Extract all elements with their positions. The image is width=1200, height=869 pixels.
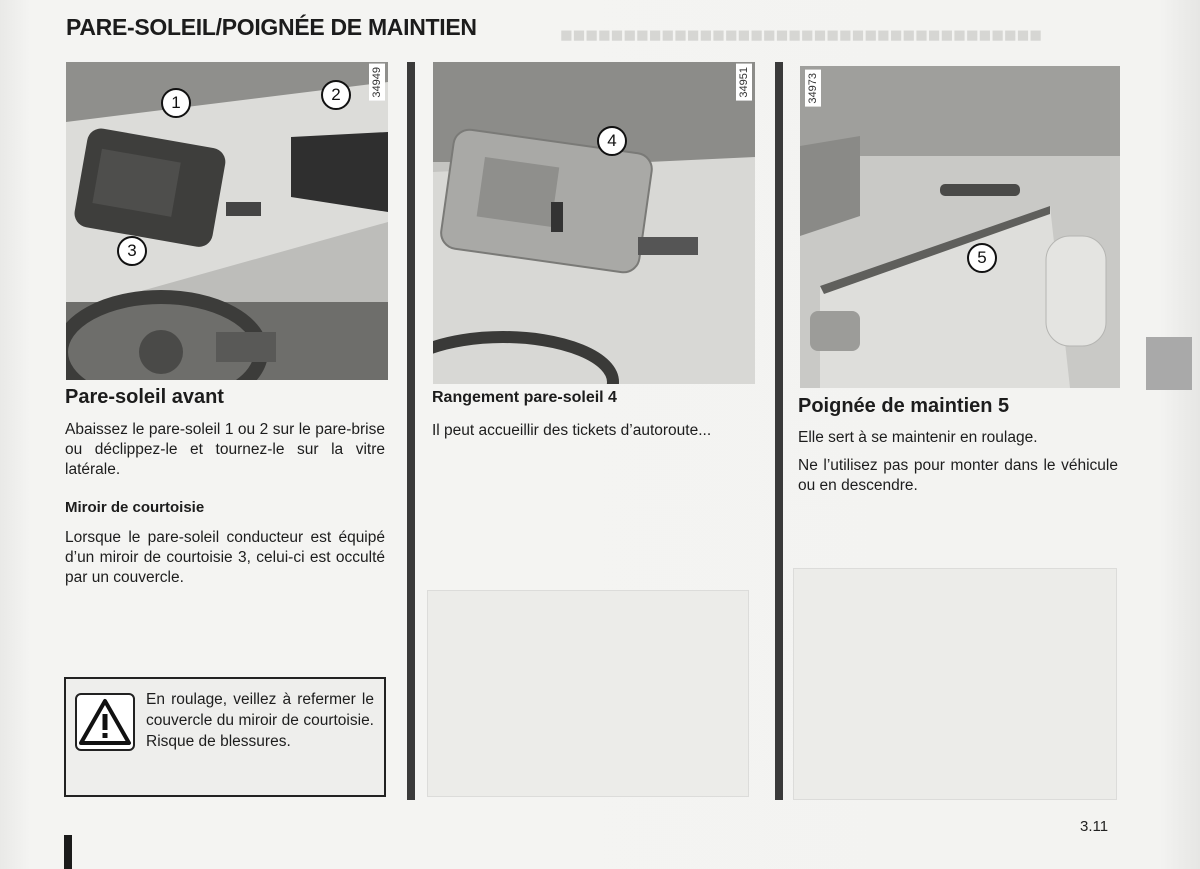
- figure-code: 34973: [805, 70, 821, 107]
- body-text: Abaissez le pare-soleil 1 ou 2 sur le pare-brise ou déclippez-le et tournez-le sur la vitre latérale.: [65, 421, 385, 478]
- visor-storage-photo: [433, 62, 755, 384]
- warning-triangle-icon: [75, 693, 135, 751]
- warning-box: [64, 677, 386, 797]
- subsection-heading: Miroir de courtoisie: [65, 499, 205, 516]
- callout-3: 3: [117, 236, 147, 266]
- figure-code: 34949: [369, 64, 385, 101]
- section-heading: Poignée de maintien 5: [798, 395, 1010, 417]
- warning-text: En roulage, veillez à refermer le couvercle du miroir de courtoisie. Risque de blessures.: [146, 691, 374, 750]
- callout-1: 1: [161, 88, 191, 118]
- body-text: Il peut accueillir des tickets d’autoroute...: [432, 422, 712, 439]
- grab-handle-photo: [800, 66, 1120, 388]
- section-heading: Rangement pare-soleil 4: [432, 389, 617, 406]
- figure-code: 34951: [736, 64, 752, 101]
- section-heading: Pare-soleil avant: [65, 386, 224, 408]
- margin-bar: [64, 835, 72, 869]
- callout-5: 5: [967, 243, 997, 273]
- page-number: 3.11: [1080, 818, 1109, 835]
- callout-4: 4: [597, 126, 627, 156]
- page-title: PARE-SOLEIL/POIGNÉE DE MAINTIEN: [66, 14, 477, 40]
- body-text: Elle sert à se maintenir en roulage.: [798, 429, 1038, 446]
- body-text: Lorsque le pare-soleil conducteur est équipé d’un miroir de courtoisie 3, celui-ci est occulté par un couvercle.: [65, 529, 385, 586]
- sun-visor-photo: [66, 62, 388, 380]
- bleed-through-box: [793, 568, 1117, 800]
- callout-2: 2: [321, 80, 351, 110]
- bleed-through-box: [427, 590, 749, 797]
- column-divider: [407, 62, 415, 800]
- body-text: Ne l’utilisez pas pour monter dans le véhicule ou en descendre.: [798, 457, 1118, 494]
- column-divider: [775, 62, 783, 800]
- bleed-through-text: ■■■■■■■■■■■■■■■■■■■■■■■■■■■■■■■■■■■■■■: [560, 24, 1042, 47]
- chapter-tab: [1146, 337, 1192, 390]
